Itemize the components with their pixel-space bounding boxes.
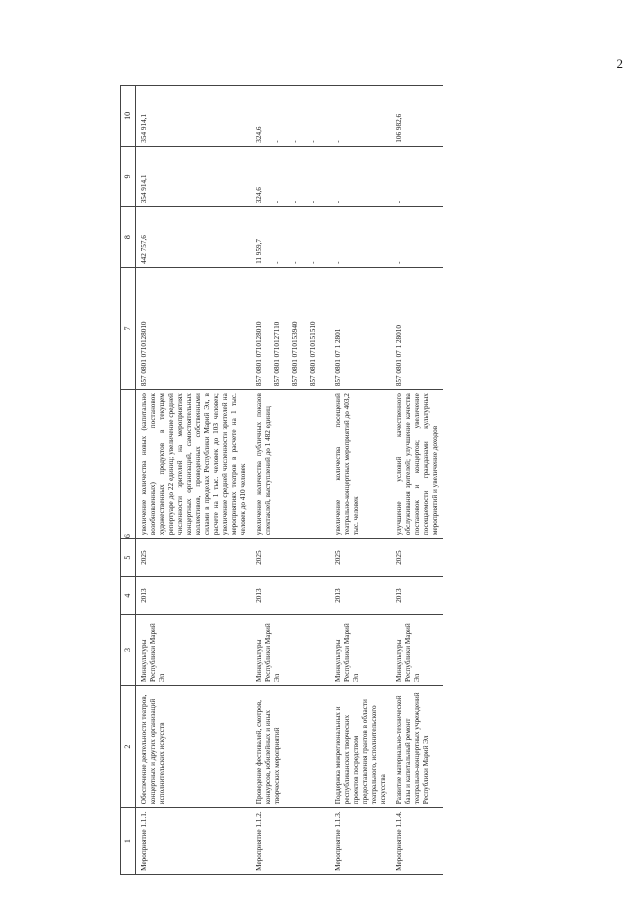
page-number: 2 [616, 56, 623, 71]
budget-code-cell [251, 267, 330, 389]
value-col-9: 324,6 [255, 187, 263, 204]
value-col-9: - [395, 200, 403, 204]
value-col-10-cell [136, 86, 252, 147]
value-col-8: 442 757,6 [140, 235, 148, 264]
value-col-10-cell [330, 86, 391, 147]
value-col-8: 11 959,7 [255, 239, 263, 264]
value-col-10: - [309, 140, 317, 143]
budget-code: 857 0801 0710128010 [255, 321, 263, 387]
col-header-7: 7 [121, 267, 136, 389]
event-name: Развитие материально-технической базы и капитальный ремонт театрально-концертных учреждений Республики Марий Эл [391, 685, 443, 807]
col-header-3: 3 [121, 615, 136, 686]
value-col-9-cell [391, 146, 443, 207]
event-id: Мероприятие 1.1.4. [391, 808, 443, 875]
start-year: 2013 [136, 577, 252, 615]
event-executor: Минкультуры Республики Марий Эл [136, 615, 252, 686]
table-body [136, 86, 444, 875]
col-header-8: 8 [121, 207, 136, 268]
value-col-9: - [334, 200, 342, 204]
value-col-8: - [395, 261, 403, 264]
value-col-9: - [309, 200, 317, 204]
end-year: 2025 [391, 539, 443, 577]
col-header-4: 4 [121, 577, 136, 615]
start-year: 2013 [391, 577, 443, 615]
value-col-9-cell [136, 146, 252, 207]
program-table-sheet [120, 85, 520, 875]
value-col-10: 354 914,1 [140, 113, 148, 143]
value-col-10-cell [391, 86, 443, 147]
event-id: Мероприятие 1.1.1. [136, 808, 252, 875]
budget-code-cell [136, 267, 252, 389]
expected-result: увеличение количества публичных показов спектаклей, выступлений до 1 482 единиц [251, 390, 330, 539]
program-events-table [120, 85, 443, 875]
event-id: Мероприятие 1.1.3. [330, 808, 391, 875]
budget-code: 857 0801 0710127110 [273, 321, 281, 387]
value-col-10: 106 982,6 [395, 113, 403, 143]
event-executor: Минкультуры Республики Марий Эл [391, 615, 443, 686]
col-header-9: 9 [121, 146, 136, 207]
value-col-8: - [334, 261, 342, 264]
value-col-8-cell [136, 207, 252, 268]
col-header-2: 2 [121, 685, 136, 807]
budget-code: 857 0801 0710151510 [309, 321, 317, 387]
value-col-8: - [291, 261, 299, 264]
event-executor: Минкультуры Республики Марий Эл [330, 615, 391, 686]
budget-code: 857 0801 07 1 2801 [334, 328, 342, 387]
end-year: 2025 [136, 539, 252, 577]
value-col-10: - [273, 140, 281, 143]
table-row [251, 86, 330, 875]
value-col-10: - [291, 140, 299, 143]
table-row [330, 86, 391, 875]
budget-code-cell [330, 267, 391, 389]
value-col-10-cell [251, 86, 330, 147]
event-name: Обеспечение деятельности театров, концертных и других организаций исполнительских искусств [136, 685, 252, 807]
end-year: 2025 [330, 539, 391, 577]
value-col-8-cell [251, 207, 330, 268]
value-col-9: - [291, 200, 299, 204]
table-row [136, 86, 252, 875]
start-year: 2013 [251, 577, 330, 615]
expected-result: увеличение количества новых (капитально возобновленных) постановок художественных продуктов в текущем репертуаре до 22 единиц; увеличение средней численности зрителей на мероприятиях концертных организаций, самостоятельных коллективов, проведенных собственными силами в пределах Республики Марий Эл, в расчете на 1 тыс. человек до 103 человек; увеличение средней численности зрителей на мероприятиях театров в расчете на 1 тыс. человек до 410 человек [136, 390, 252, 539]
event-executor: Минкультуры Республики Марий Эл [251, 615, 330, 686]
budget-code: 857 0801 07 1 28010 [395, 325, 403, 387]
value-col-9-cell [330, 146, 391, 207]
budget-code: 857 0801 0710153940 [291, 321, 299, 387]
value-col-9: 354 914,1 [140, 174, 148, 204]
expected-result: увеличение количества посещений театрально-концертных мероприятий до 403,2 тыс. человек [330, 390, 391, 539]
value-col-8: - [273, 261, 281, 264]
event-id: Мероприятие 1.1.2. [251, 808, 330, 875]
value-col-10: - [334, 140, 342, 143]
value-col-9-cell [251, 146, 330, 207]
start-year: 2013 [330, 577, 391, 615]
budget-code-cell [391, 267, 443, 389]
value-col-9: - [273, 200, 281, 204]
value-col-8-cell [391, 207, 443, 268]
value-col-10: 324,6 [255, 126, 263, 143]
event-name: Поддержка межрегиональных и республиканских творческих проектов посредством предоставления грантов в области театрального, исполнительского искусства [330, 685, 391, 807]
column-number-row [121, 86, 136, 875]
table-row [391, 86, 443, 875]
col-header-6: 6 [121, 390, 136, 539]
budget-code: 857 0801 0710128010 [140, 321, 148, 387]
col-header-10: 10 [121, 86, 136, 147]
value-col-8-cell [330, 207, 391, 268]
col-header-1: 1 [121, 808, 136, 875]
end-year: 2025 [251, 539, 330, 577]
col-header-5: 5 [121, 539, 136, 577]
value-col-8: - [309, 261, 317, 264]
expected-result: улучшение условий качественного обслуживания зрителей; улучшение качества постановок и концертов; увеличение посещаемости гражданами культурных мероприятий и увеличение доходов [391, 390, 443, 539]
event-name: Проведение фестивалей, смотров, конкурсов, юбилейных и иных творческих мероприятий [251, 685, 330, 807]
